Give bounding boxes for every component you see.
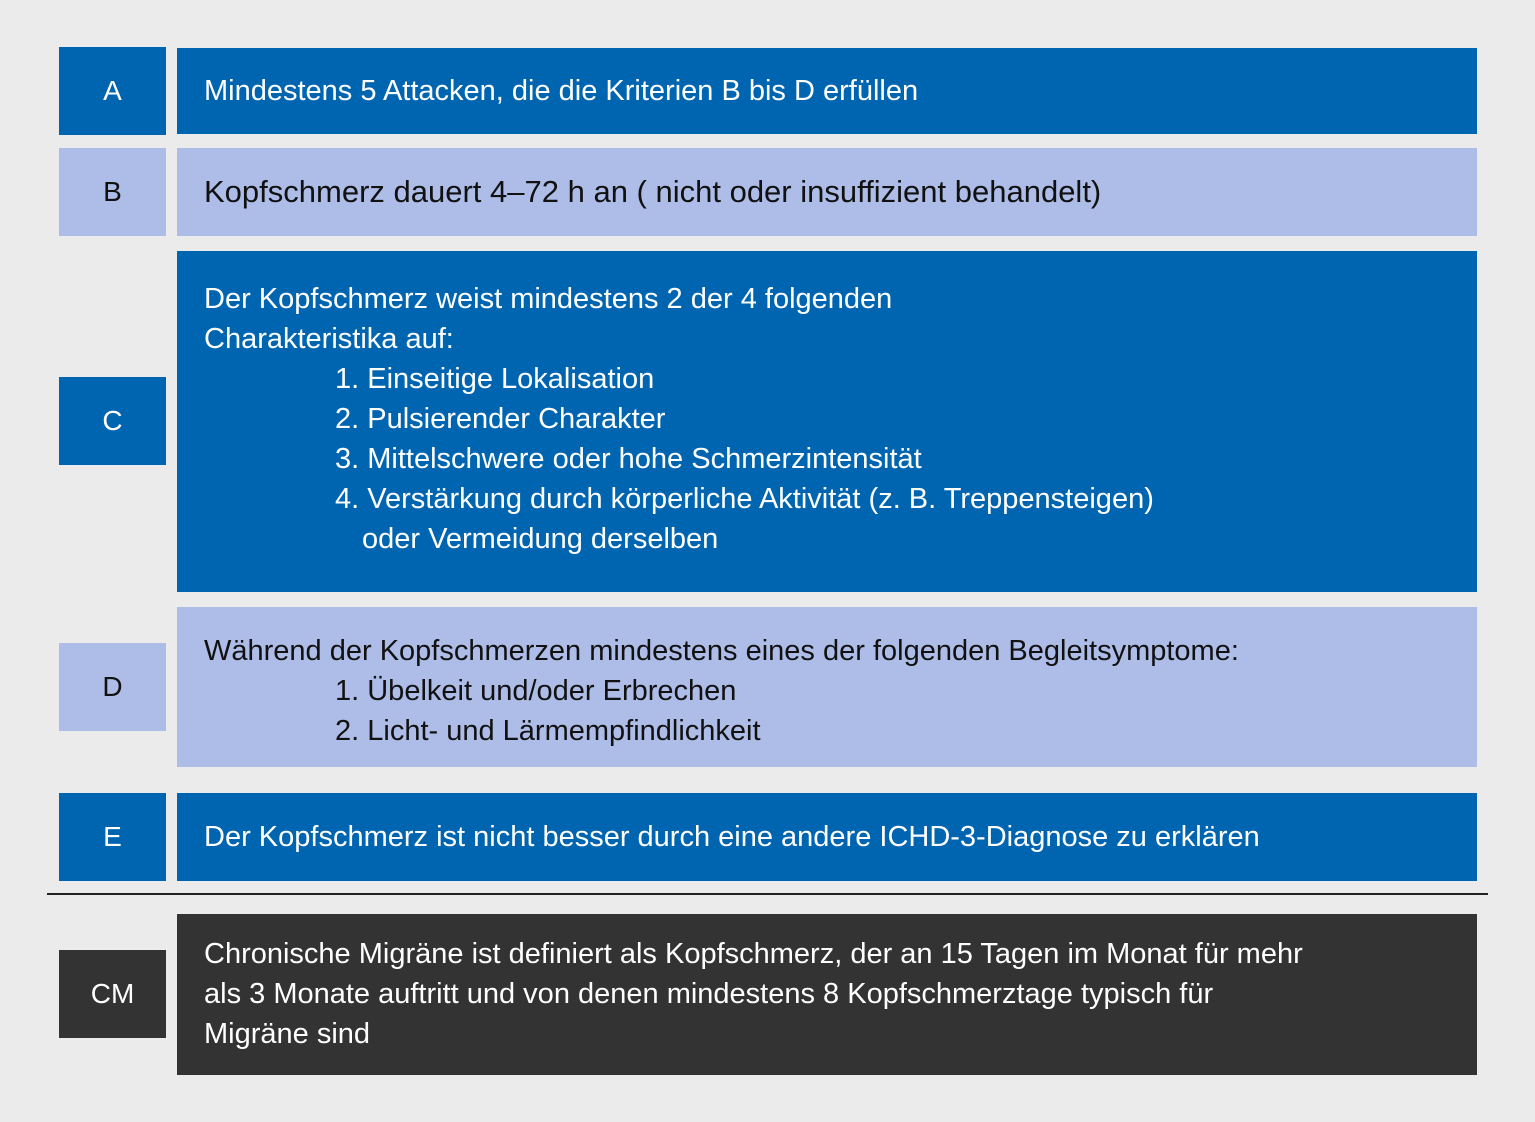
criterion-c-box xyxy=(177,251,1477,592)
criterion-b-box xyxy=(177,148,1477,236)
criterion-c-item-4-continuation: oder Vermeidung derselben xyxy=(362,523,719,555)
criterion-d-box xyxy=(177,607,1477,767)
chronic-migraine-box xyxy=(177,914,1477,1075)
criterion-a-label: A xyxy=(59,47,166,135)
criterion-e-box xyxy=(177,793,1477,881)
criterion-c-item-2: 2. Pulsierender Charakter xyxy=(335,403,666,435)
chronic-migraine-line-2: als 3 Monate auftritt und von denen mindestens 8 Kopfschmerztage typisch für xyxy=(204,978,1214,1010)
criterion-b-label: B xyxy=(59,148,166,236)
chronic-migraine-line-3: Migräne sind xyxy=(204,1018,371,1050)
criterion-b-text: Kopfschmerz dauert 4–72 h an ( nicht oder insuffizient behandelt) xyxy=(204,174,1102,209)
chronic-migraine-label: CM xyxy=(59,950,166,1038)
chronic-migraine-line-1: Chronische Migräne ist definiert als Kopfschmerz, der an 15 Tagen im Monat für mehr xyxy=(204,938,1303,970)
criterion-a-text: Mindestens 5 Attacken, die die Kriterien B bis D erfüllen xyxy=(204,75,919,107)
criterion-d-item-1: 1. Übelkeit und/oder Erbrechen xyxy=(335,675,737,707)
criterion-c-intro-line-1: Der Kopfschmerz weist mindestens 2 der 4 folgenden xyxy=(204,283,893,315)
criterion-a-box xyxy=(177,48,1477,134)
criterion-d-item-2: 2. Licht- und Lärmempfindlichkeit xyxy=(335,715,761,747)
criterion-c-item-1: 1. Einseitige Lokalisation xyxy=(335,363,655,395)
criterion-e-label: E xyxy=(59,793,166,881)
criterion-d-label: D xyxy=(59,643,166,731)
criterion-c-intro-line-2: Charakteristika auf: xyxy=(204,323,454,355)
section-divider xyxy=(47,893,1488,895)
criterion-c-item-3: 3. Mittelschwere oder hohe Schmerzintensität xyxy=(335,443,922,475)
criterion-e-text: Der Kopfschmerz ist nicht besser durch eine andere ICHD-3-Diagnose zu erklären xyxy=(204,821,1260,853)
criterion-c-item-4: 4. Verstärkung durch körperliche Aktivität (z. B. Treppensteigen) xyxy=(335,483,1154,515)
criterion-d-intro: Während der Kopfschmerzen mindestens eines der folgenden Begleitsymptome: xyxy=(204,635,1239,667)
criterion-c-label: C xyxy=(59,377,166,465)
